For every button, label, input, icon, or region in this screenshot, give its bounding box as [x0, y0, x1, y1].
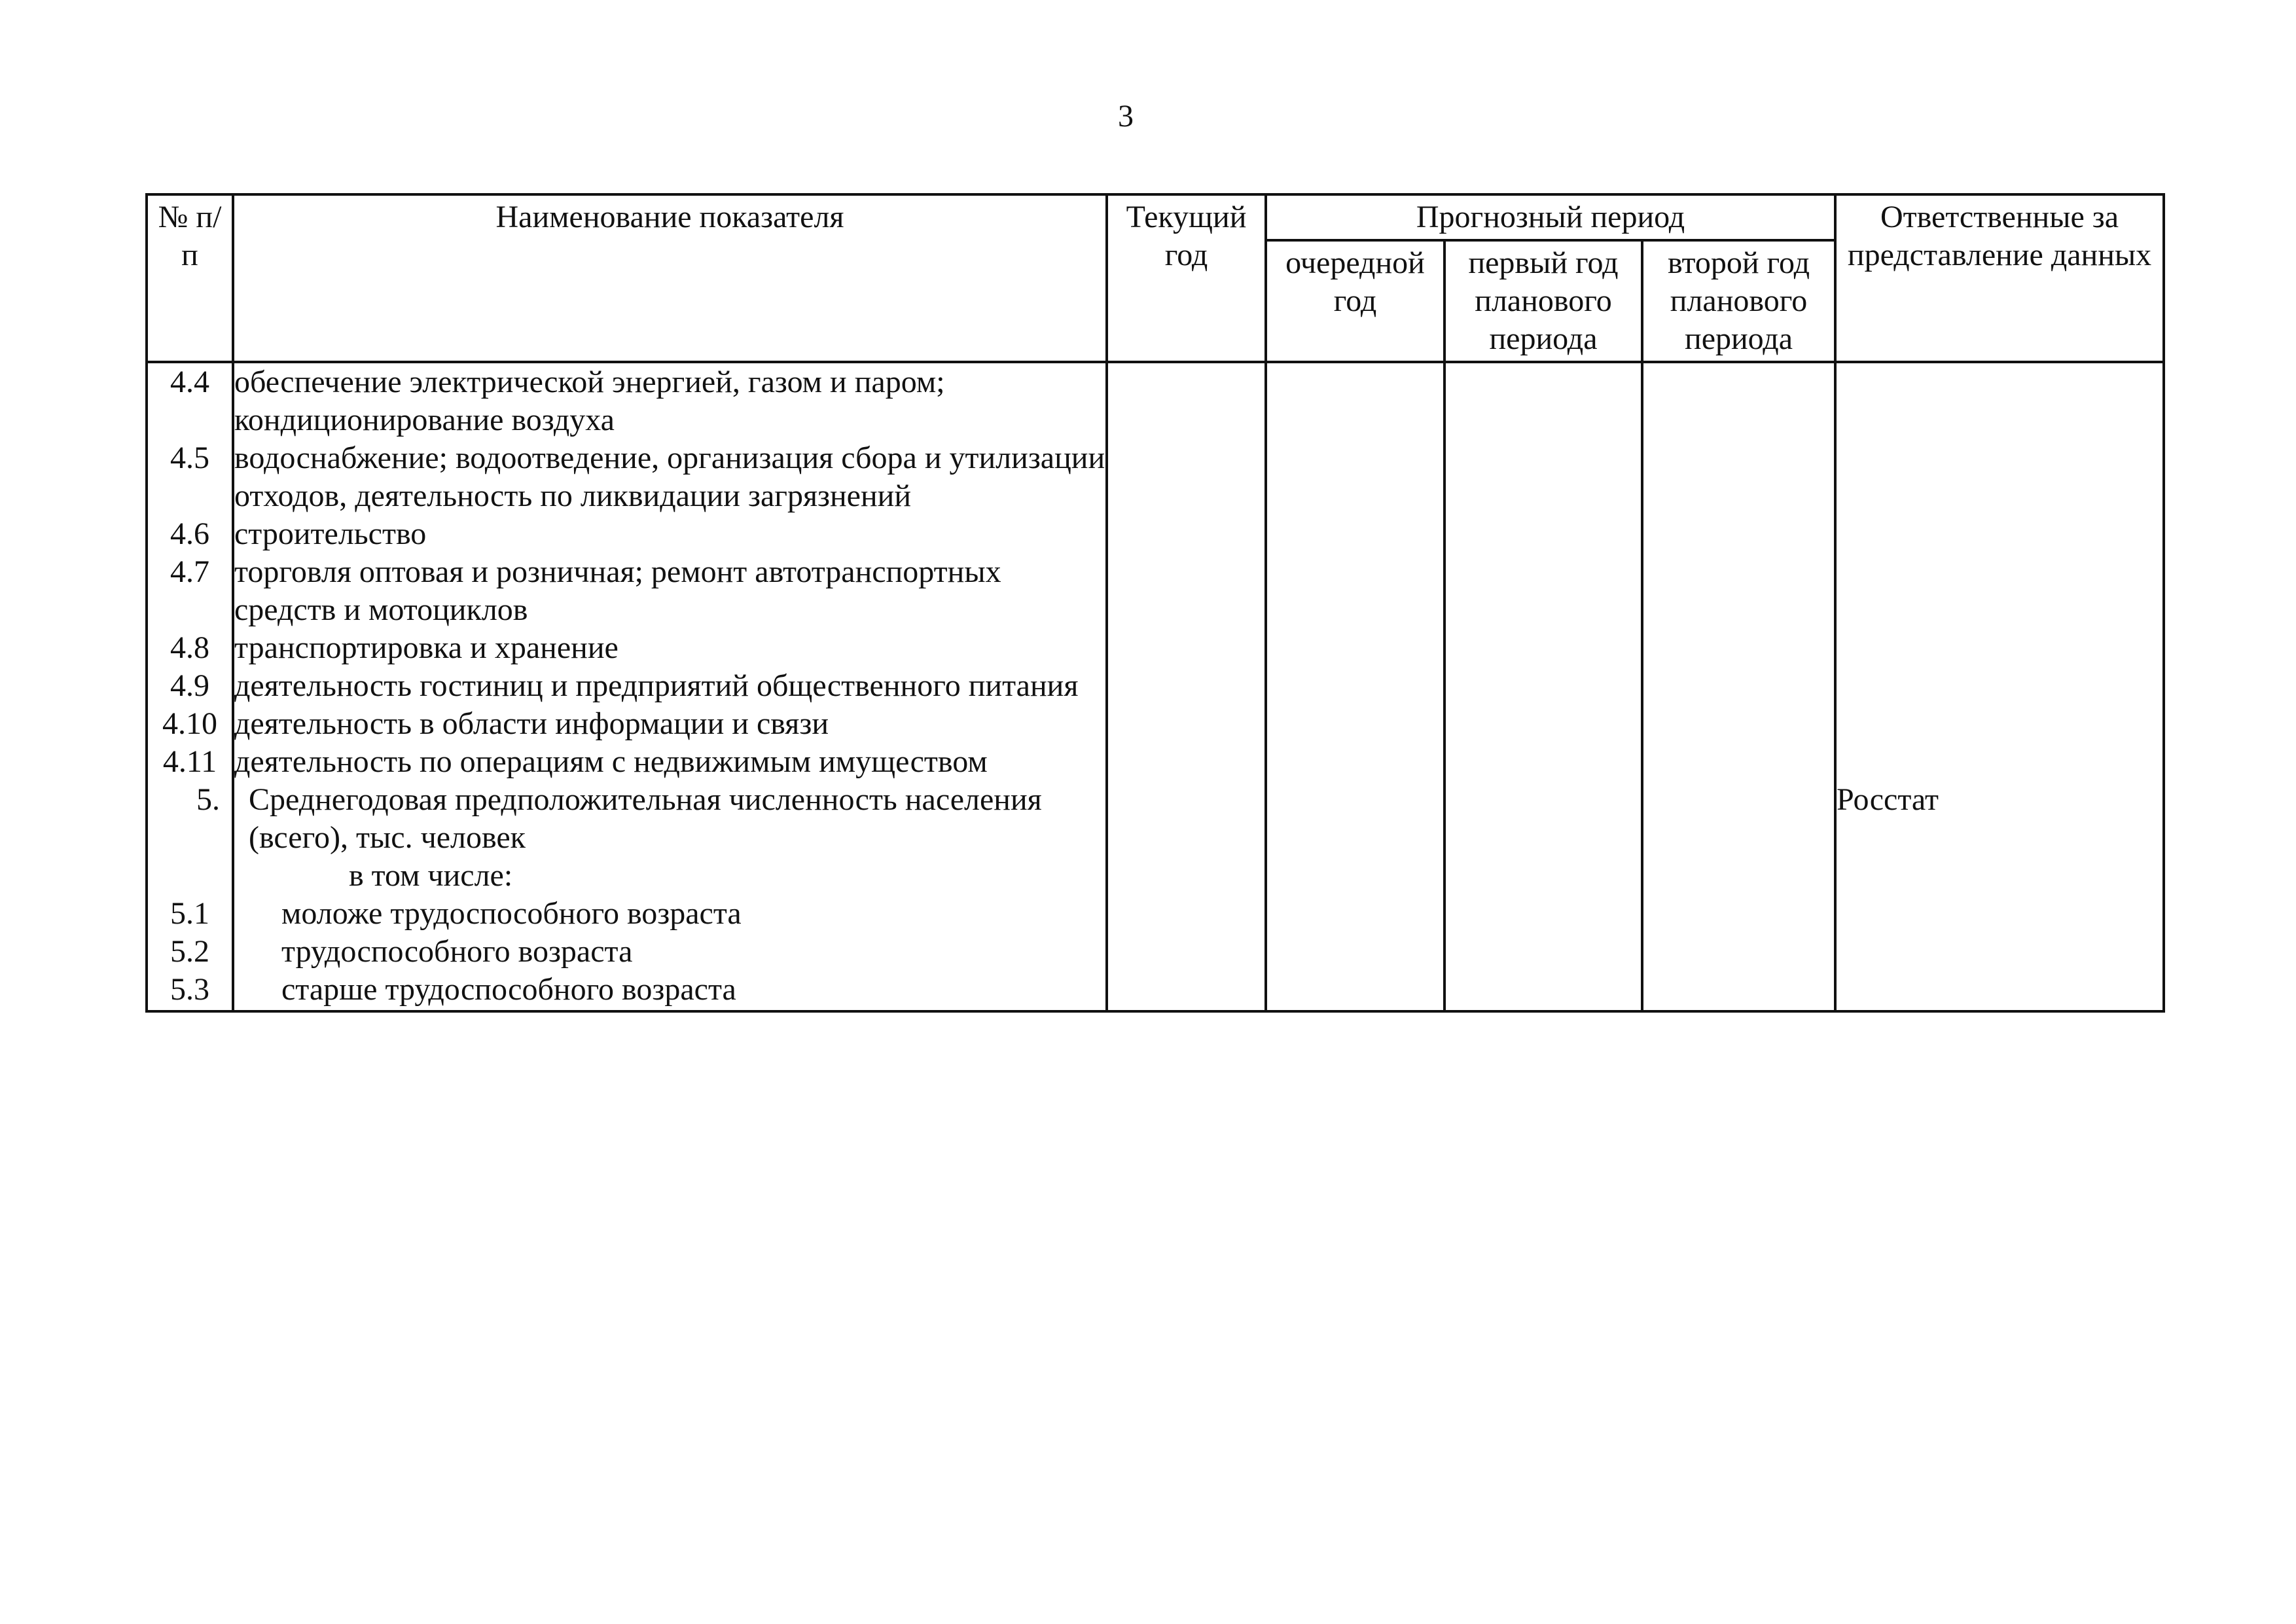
cell-second-plan-year: [1642, 705, 1835, 743]
row-num: 4.6: [147, 515, 233, 553]
row-responsible: [1835, 971, 2164, 1011]
cell-next-year: [1266, 667, 1444, 705]
row-responsible: [1835, 439, 2164, 515]
cell-first-plan-year: [1444, 667, 1642, 705]
table-row: [147, 933, 2164, 971]
row-num: 4.9: [147, 667, 233, 705]
cell-second-plan-year: [1642, 971, 1835, 1011]
row-num: 4.10: [147, 705, 233, 743]
row-responsible: [1835, 705, 2164, 743]
cell-next-year: [1266, 743, 1444, 781]
row-name: деятельность в области информации и связи: [233, 705, 1107, 743]
cell-first-plan-year: [1444, 515, 1642, 553]
cell-first-plan-year: [1444, 895, 1642, 933]
cell-current-year: [1107, 895, 1266, 933]
cell-current-year: [1107, 553, 1266, 629]
row-name: моложе трудоспособного возраста: [233, 895, 1107, 933]
row-name: торговля оптовая и розничная; ремонт автотранспортных средств и мотоциклов: [233, 553, 1107, 629]
cell-next-year: [1266, 439, 1444, 515]
cell-next-year: [1266, 362, 1444, 439]
row-responsible: [1835, 743, 2164, 781]
cell-next-year: [1266, 933, 1444, 971]
row-name: старше трудоспособного возраста: [233, 971, 1107, 1011]
header-current-year: Текущий год: [1107, 194, 1266, 362]
cell-current-year: [1107, 515, 1266, 553]
cell-next-year: [1266, 895, 1444, 933]
cell-current-year: [1107, 781, 1266, 857]
row-responsible: [1835, 515, 2164, 553]
row-responsible: [1835, 667, 2164, 705]
cell-first-plan-year: [1444, 362, 1642, 439]
header-first-plan-year: первый год планового периода: [1444, 240, 1642, 362]
cell-current-year: [1107, 667, 1266, 705]
cell-current-year: [1107, 933, 1266, 971]
row-num: 4.11: [147, 743, 233, 781]
header-second-plan-year: второй год планового периода: [1642, 240, 1835, 362]
cell-second-plan-year: [1642, 515, 1835, 553]
header-num: № п/п: [147, 194, 233, 362]
row-responsible: [1835, 895, 2164, 933]
table-row: [147, 439, 2164, 515]
page-number: 3: [1118, 99, 1134, 134]
row-num: 4.8: [147, 629, 233, 667]
table-row: [147, 667, 2164, 705]
row-responsible: [1835, 629, 2164, 667]
cell-current-year: [1107, 439, 1266, 515]
cell-first-plan-year: [1444, 439, 1642, 515]
row-responsible: [1835, 933, 2164, 971]
row-num: 4.7: [147, 553, 233, 629]
row-name: строительство: [233, 515, 1107, 553]
cell-next-year: [1266, 515, 1444, 553]
table-row: [147, 553, 2164, 629]
row-name: деятельность гостиниц и предприятий общественного питания: [233, 667, 1107, 705]
cell-second-plan-year: [1642, 362, 1835, 439]
row-responsible: [1835, 553, 2164, 629]
cell-second-plan-year: [1642, 667, 1835, 705]
cell-next-year: [1266, 553, 1444, 629]
cell-first-plan-year: [1444, 705, 1642, 743]
header-next-year: очередной год: [1266, 240, 1444, 362]
table-row: [147, 743, 2164, 781]
table-row: [147, 857, 2164, 895]
row-num: 5.2: [147, 933, 233, 971]
row-responsible: [1835, 857, 2164, 895]
header-forecast-period: Прогнозный период: [1266, 194, 1835, 240]
row-responsible: Росстат: [1835, 781, 2164, 857]
cell-next-year: [1266, 629, 1444, 667]
row-num: 5.3: [147, 971, 233, 1011]
table-row: [147, 515, 2164, 553]
cell-second-plan-year: [1642, 629, 1835, 667]
row-name: деятельность по операциям с недвижимым имуществом: [233, 743, 1107, 781]
cell-first-plan-year: [1444, 971, 1642, 1011]
row-name: транспортировка и хранение: [233, 629, 1107, 667]
table-row: [147, 781, 2164, 857]
row-num: 5.1: [147, 895, 233, 933]
cell-current-year: [1107, 971, 1266, 1011]
cell-current-year: [1107, 705, 1266, 743]
cell-first-plan-year: [1444, 933, 1642, 971]
cell-current-year: [1107, 629, 1266, 667]
cell-current-year: [1107, 362, 1266, 439]
cell-second-plan-year: [1642, 895, 1835, 933]
cell-second-plan-year: [1642, 439, 1835, 515]
cell-next-year: [1266, 971, 1444, 1011]
table-row: [147, 705, 2164, 743]
table-row: [147, 971, 2164, 1011]
cell-next-year: [1266, 705, 1444, 743]
cell-first-plan-year: [1444, 553, 1642, 629]
cell-first-plan-year: [1444, 781, 1642, 857]
cell-second-plan-year: [1642, 743, 1835, 781]
cell-next-year: [1266, 781, 1444, 857]
row-name: трудоспособного возраста: [233, 933, 1107, 971]
row-name: обеспечение электрической энергией, газом и паром; кондиционирование воздуха: [233, 362, 1107, 439]
header-responsible: Ответственные за представление данных: [1835, 194, 2164, 362]
row-name: водоснабжение; водоотведение, организация сбора и утилизации отходов, деятельность по ликвидации загрязнений: [233, 439, 1107, 515]
table-row: [147, 895, 2164, 933]
header-name: Наименование показателя: [233, 194, 1107, 362]
cell-second-plan-year: [1642, 857, 1835, 895]
cell-second-plan-year: [1642, 553, 1835, 629]
row-num: [147, 857, 233, 895]
table-row: [147, 362, 2164, 439]
table-row: [147, 629, 2164, 667]
cell-second-plan-year: [1642, 781, 1835, 857]
row-name: в том числе:: [233, 857, 1107, 895]
cell-second-plan-year: [1642, 933, 1835, 971]
row-num: 4.5: [147, 439, 233, 515]
cell-current-year: [1107, 857, 1266, 895]
cell-first-plan-year: [1444, 743, 1642, 781]
cell-current-year: [1107, 743, 1266, 781]
cell-first-plan-year: [1444, 857, 1642, 895]
cell-next-year: [1266, 857, 1444, 895]
row-num: 4.4: [147, 362, 233, 439]
row-num: 5.: [147, 781, 233, 857]
cell-first-plan-year: [1444, 629, 1642, 667]
indicators-table: [145, 193, 2165, 1013]
row-name: Среднегодовая предположительная численность населения (всего), тыс. человек: [233, 781, 1107, 857]
row-responsible: [1835, 362, 2164, 439]
